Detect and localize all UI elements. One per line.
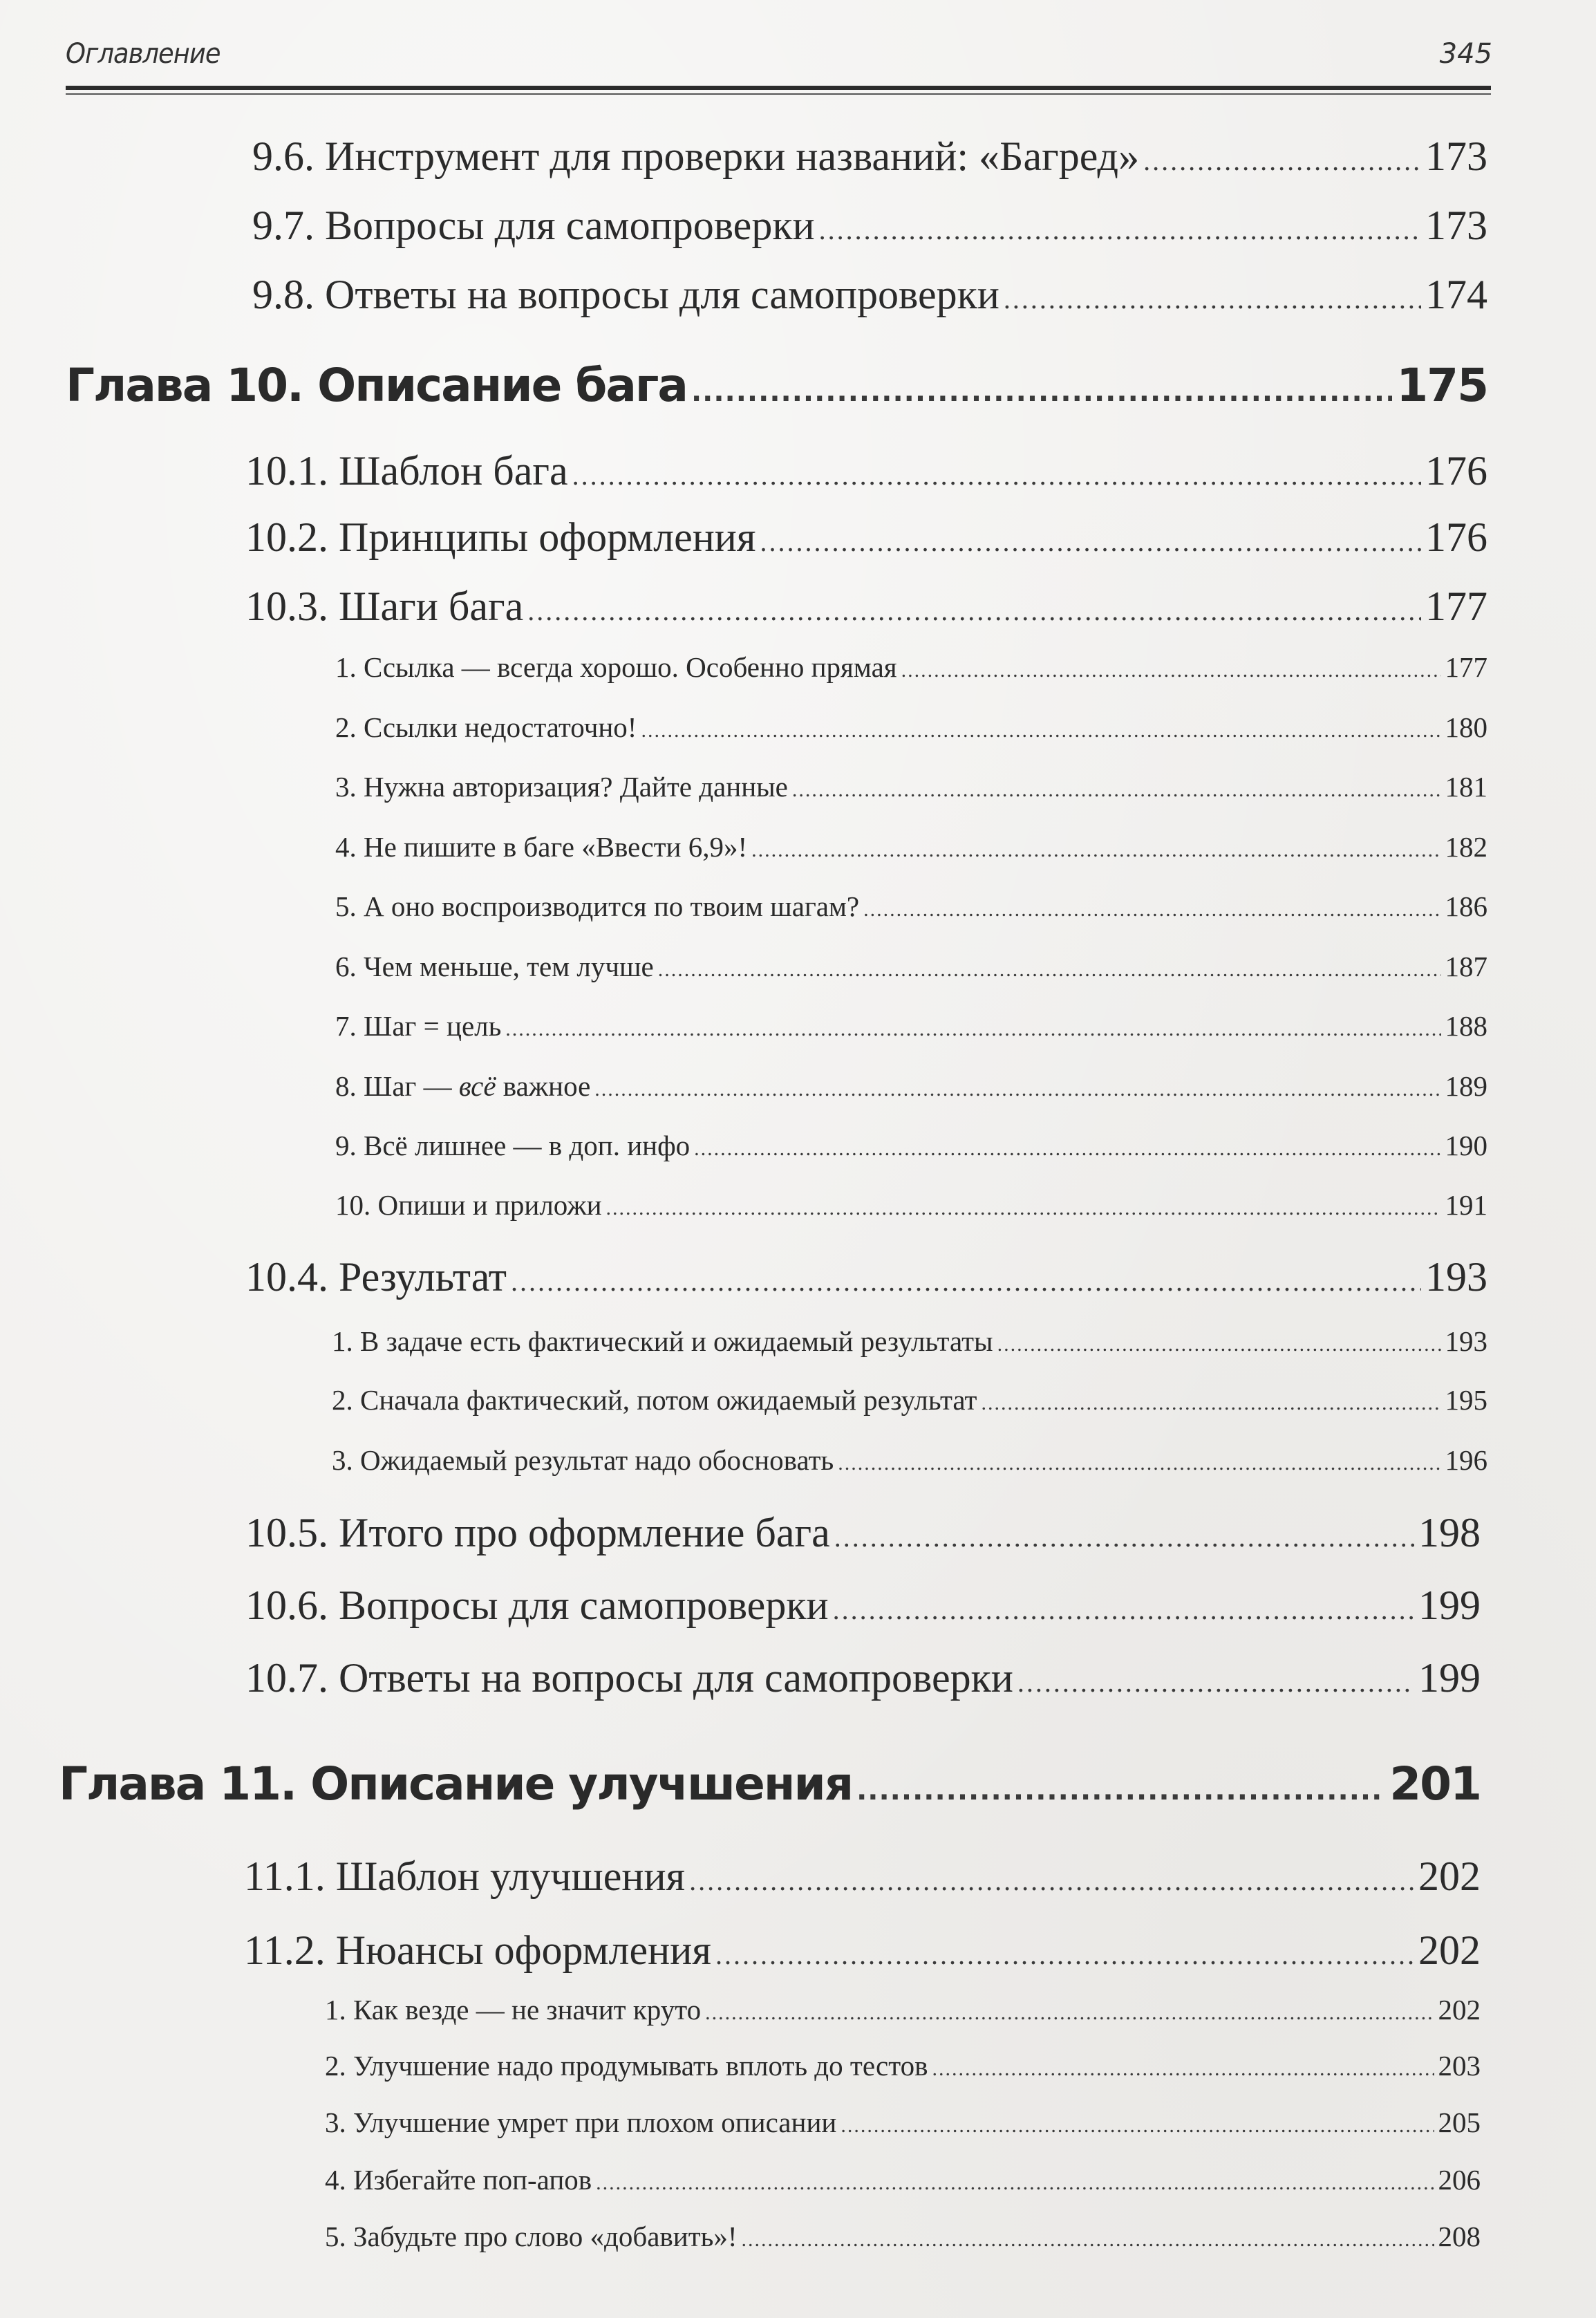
toc-entry-10-7[interactable] [245,1657,1481,1703]
toc-entry-page: 199 [1418,1655,1481,1701]
dot-leader [1017,1662,1414,1703]
toc-subentry-label: 5. Забудьте про слово «добавить»! [325,2221,738,2252]
toc-entry-9-7[interactable] [252,205,1487,251]
header-rule-thick [66,86,1491,90]
toc-chapter-10[interactable] [66,359,1487,415]
toc-chapter-11[interactable] [59,1757,1481,1813]
dot-leader [863,895,1440,924]
dot-leader [691,369,1392,415]
toc-chapter-page: 175 [1396,359,1487,412]
toc-entry-label: 10.2. Принципы оформления [245,514,756,560]
toc-subentry-label: 3. Ожидаемый результат надо обосновать [332,1444,834,1476]
dot-leader [705,1999,1434,2027]
dot-leader [715,1934,1414,1976]
toc-subentry-page: 195 [1445,1384,1487,1416]
toc-subentry-page: 188 [1445,1010,1487,1042]
toc-subentry-label: 6. Чем меньше, тем лучше [335,951,654,982]
toc-subentry-label: 1. В задаче есть фактический и ожидаемый результаты [332,1325,993,1357]
toc-entry-label: 9.8. Ответы на вопросы для самопроверки [252,272,999,317]
toc-subentry-10-4-2[interactable] [332,1386,1487,1417]
dot-leader [641,716,1440,745]
dot-leader [505,1015,1440,1043]
dot-leader [841,2111,1434,2140]
toc-subentry-10-3-1[interactable] [335,653,1487,684]
toc-subentry-label [335,1072,590,1101]
toc-subentry-label: 1. Ссылка — всегда хорошо. Особенно прямая [335,651,897,683]
toc-entry-label: 10.3. Шаги бага [245,583,524,629]
toc-subentry-label: 2. Ссылки недостаточно! [335,711,637,743]
toc-subentry-label: 3. Нужна авторизация? Дайте данные [335,771,788,803]
toc-entry-10-1[interactable] [245,450,1487,496]
toc-subentry-10-3-2[interactable] [335,713,1487,745]
dot-leader [751,836,1440,864]
toc-entry-page: 202 [1418,1927,1481,1973]
toc-chapter-label: Глава 10. Описание бага [66,359,687,412]
toc-subentry-page: 203 [1438,2050,1481,2082]
toc-subentry-page: 177 [1445,651,1487,683]
dot-leader [833,1589,1414,1631]
toc-subentry-10-3-5[interactable] [335,892,1487,924]
toc-entry-page: 198 [1418,1510,1481,1555]
toc-subentry-10-3-3[interactable] [335,773,1487,804]
toc-subentry-11-2-2[interactable] [325,2052,1481,2083]
toc-subentry-10-4-1[interactable] [332,1327,1487,1358]
toc-entry-11-1[interactable] [244,1853,1481,1902]
page-number: 345 [1439,38,1492,70]
toc-entry-10-4[interactable] [245,1256,1487,1302]
toc-entry-page: 173 [1425,203,1487,248]
toc-entry-page: 176 [1425,448,1487,494]
dot-leader [856,1768,1385,1813]
toc-entry-10-5[interactable] [245,1512,1481,1558]
toc-subentry-label: 9. Всё лишнее — в доп. инфо [335,1130,691,1161]
toc-entry-label: 9.7. Вопросы для самопроверки [252,203,815,248]
toc-entry-label: 11.1. Шаблон улучшения [244,1853,686,1899]
toc-subentry-10-4-3[interactable] [332,1446,1487,1477]
toc-entry-9-8[interactable] [252,274,1487,320]
dot-leader [981,1389,1440,1417]
toc-subentry-label: 3. Улучшение умрет при плохом описании [325,2106,837,2138]
dot-leader [594,1075,1440,1103]
toc-subentry-10-3-6[interactable] [335,953,1487,984]
toc-subentry-page: 205 [1438,2106,1481,2138]
dot-leader [527,590,1421,632]
toc-subentry-page: 191 [1445,1189,1487,1221]
toc-entry-10-3[interactable] [245,583,1487,632]
toc-entry-page: 174 [1425,272,1487,317]
dot-leader [572,455,1421,496]
toc-subentry-page: 206 [1438,2164,1481,2196]
running-header-title: Оглавление [66,38,220,70]
label-suffix: важное [496,1070,591,1102]
toc-subentry-page: 186 [1445,890,1487,922]
toc-subentry-10-3-8[interactable] [335,1072,1487,1103]
header-rule-thin [66,93,1491,95]
toc-subentry-label: 5. А оно воспроизводится по твоим шагам? [335,890,860,922]
toc-entry-label: 10.5. Итого про оформление бага [245,1510,830,1555]
toc-entry-10-2[interactable] [245,516,1487,563]
toc-subentry-label: 4. Избегайте поп-апов [325,2164,592,2196]
dot-leader [741,2225,1434,2254]
toc-chapter-page: 201 [1389,1757,1481,1811]
toc-entry-9-6[interactable] [252,135,1487,182]
toc-entry-label: 10.1. Шаблон бага [245,448,568,494]
label-prefix: 8. Шаг — [335,1070,459,1102]
toc-entry-label: 10.4. Результат [245,1254,507,1300]
toc-entry-11-2[interactable] [244,1929,1481,1976]
toc-subentry-page: 202 [1438,1994,1481,2026]
toc-subentry-label: 4. Не пишите в баге «Ввести 6,9»! [335,831,748,863]
toc-entry-page: 202 [1418,1853,1481,1899]
toc-chapter-label: Глава 11. Описание улучшения [59,1757,853,1811]
dot-leader [1004,279,1421,320]
toc-subentry-page: 189 [1445,1070,1487,1102]
toc-subentry-label: 2. Улучшение надо продумывать вплоть до тестов [325,2050,928,2082]
toc-subentry-10-3-7[interactable] [335,1012,1487,1043]
toc-subentry-label: 7. Шаг = цель [335,1010,502,1042]
dot-leader [760,521,1421,563]
dot-leader [834,1517,1414,1558]
dot-leader [819,209,1421,251]
toc-subentry-11-2-3[interactable] [325,2106,1481,2140]
dot-leader [1143,140,1421,182]
toc-subentry-page: 182 [1445,831,1487,863]
dot-leader [596,2169,1434,2197]
toc-entry-label: 10.6. Вопросы для самопроверки [245,1582,829,1628]
toc-subentry-11-2-5[interactable] [325,2223,1481,2254]
toc-subentry-page: 208 [1438,2221,1481,2252]
toc-subentry-page: 193 [1445,1325,1487,1357]
toc-subentry-label: 1. Как везде — не значит круто [325,1994,702,2026]
label-emphasis: всё [458,1070,496,1102]
toc-entry-page: 193 [1425,1254,1487,1300]
dot-leader [997,1330,1441,1358]
toc-subentry-11-2-1[interactable] [325,1996,1481,2027]
toc-subentry-10-3-10[interactable] [335,1191,1487,1222]
dot-leader [792,776,1441,804]
toc-subentry-page: 180 [1445,711,1487,743]
toc-entry-page: 199 [1418,1582,1481,1628]
toc-subentry-label: 10. Опиши и приложи [335,1189,602,1221]
dot-leader [932,2055,1434,2083]
toc-subentry-10-3-9[interactable] [335,1132,1487,1163]
dot-leader [901,656,1441,684]
toc-entry-page: 177 [1425,583,1487,629]
toc-entry-label: 10.7. Ответы на вопросы для самопроверки [245,1655,1013,1701]
toc-subentry-label: 2. Сначала фактический, потом ожидаемый результат [332,1384,977,1416]
toc-subentry-page: 190 [1445,1130,1487,1161]
dot-leader [838,1449,1440,1477]
toc-subentry-10-3-4[interactable] [335,833,1487,864]
toc-entry-page: 176 [1425,514,1487,560]
dot-leader [606,1194,1441,1222]
toc-entry-page: 173 [1425,133,1487,179]
toc-subentry-page: 181 [1445,771,1487,803]
toc-entry-label: 11.2. Нюансы оформления [244,1927,711,1973]
dot-leader [658,955,1441,984]
dot-leader [689,1860,1414,1902]
dot-leader [694,1134,1440,1163]
toc-subentry-11-2-4[interactable] [325,2166,1481,2197]
toc-entry-label: 9.6. Инструмент для проверки названий: «Багред» [252,133,1140,179]
dot-leader [511,1261,1421,1302]
toc-entry-10-6[interactable] [245,1582,1481,1631]
toc-subentry-page: 196 [1445,1444,1487,1476]
toc-subentry-page: 187 [1445,951,1487,982]
